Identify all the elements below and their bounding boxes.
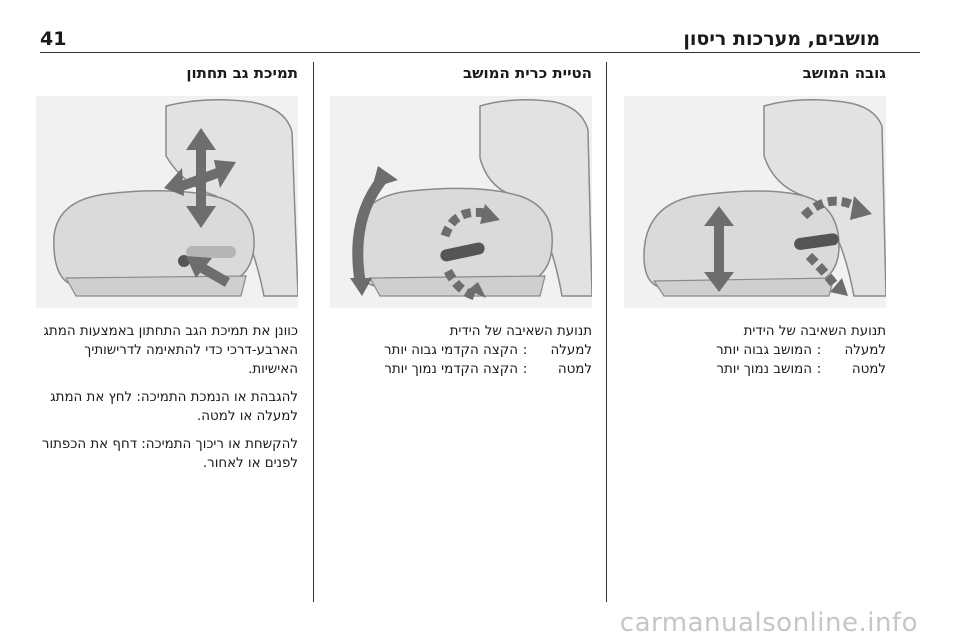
definition-colon: : <box>816 362 822 377</box>
definition-colon: : <box>522 343 528 358</box>
definition-desc: המושב נמוך יותר <box>716 362 812 377</box>
body-paragraph: כוונן את תמיכת הגב התחתון באמצעות המתג הארבע-דרכי כדי להתאימה לדרישותיך האישיות. <box>43 324 298 377</box>
seat-side-lever <box>186 246 236 258</box>
lumbar-text <box>36 322 298 473</box>
lumbar-support-illustration <box>36 96 298 308</box>
column-divider <box>313 62 314 602</box>
seat-height-illustration <box>624 96 886 308</box>
section-lumbar-support <box>36 64 298 482</box>
seat-cushion <box>54 191 254 286</box>
body-paragraph: להקשחת או ריכוך התמיכה: דחף את הכפתור לפנים או לאחור. <box>41 437 298 471</box>
cushion-tilt-drawing <box>330 96 592 308</box>
cushion-tilt-illustration <box>330 96 592 308</box>
section-title: הטיית כרית המושב <box>462 64 592 82</box>
definition-desc: המושב גבוה יותר <box>716 343 812 358</box>
section-title: גובה המושב <box>802 64 886 82</box>
seat-base <box>654 278 834 296</box>
header-rule <box>40 52 920 53</box>
watermark: carmanualsonline.info <box>619 608 918 638</box>
body-paragraph: להגבהת או הנמכת התמיכה: לחץ את המתג למעלה או למטה. <box>50 390 298 424</box>
definition-colon: : <box>522 362 528 377</box>
definition-term: למעלה <box>844 343 886 358</box>
lever-caption: תנועת השאיבה של הידית <box>743 324 886 339</box>
definition-row <box>624 360 886 379</box>
definition-term: למטה <box>557 362 592 377</box>
section-seat-height <box>624 64 886 379</box>
definition-term: למעלה <box>550 343 592 358</box>
definition-term: למטה <box>851 362 886 377</box>
section-cushion-tilt <box>330 64 592 379</box>
definition-desc: הקצה הקדמי גבוה יותר <box>383 343 518 358</box>
lumbar-support-drawing <box>36 96 298 308</box>
definition-colon: : <box>816 343 822 358</box>
seat-cushion <box>355 188 553 286</box>
running-head: מושבים, מערכות ריסון <box>683 28 880 50</box>
seat-height-drawing <box>624 96 886 308</box>
definition-row <box>330 341 592 360</box>
definition-row <box>330 360 592 379</box>
section-title: תמיכת גב תחתון <box>186 64 298 82</box>
lever-caption: תנועת השאיבה של הידית <box>449 324 592 339</box>
column-divider <box>606 62 607 602</box>
definition-desc: הקצה הקדמי נמוך יותר <box>384 362 518 377</box>
page-number: 41 <box>40 28 67 50</box>
definition-row <box>624 341 886 360</box>
